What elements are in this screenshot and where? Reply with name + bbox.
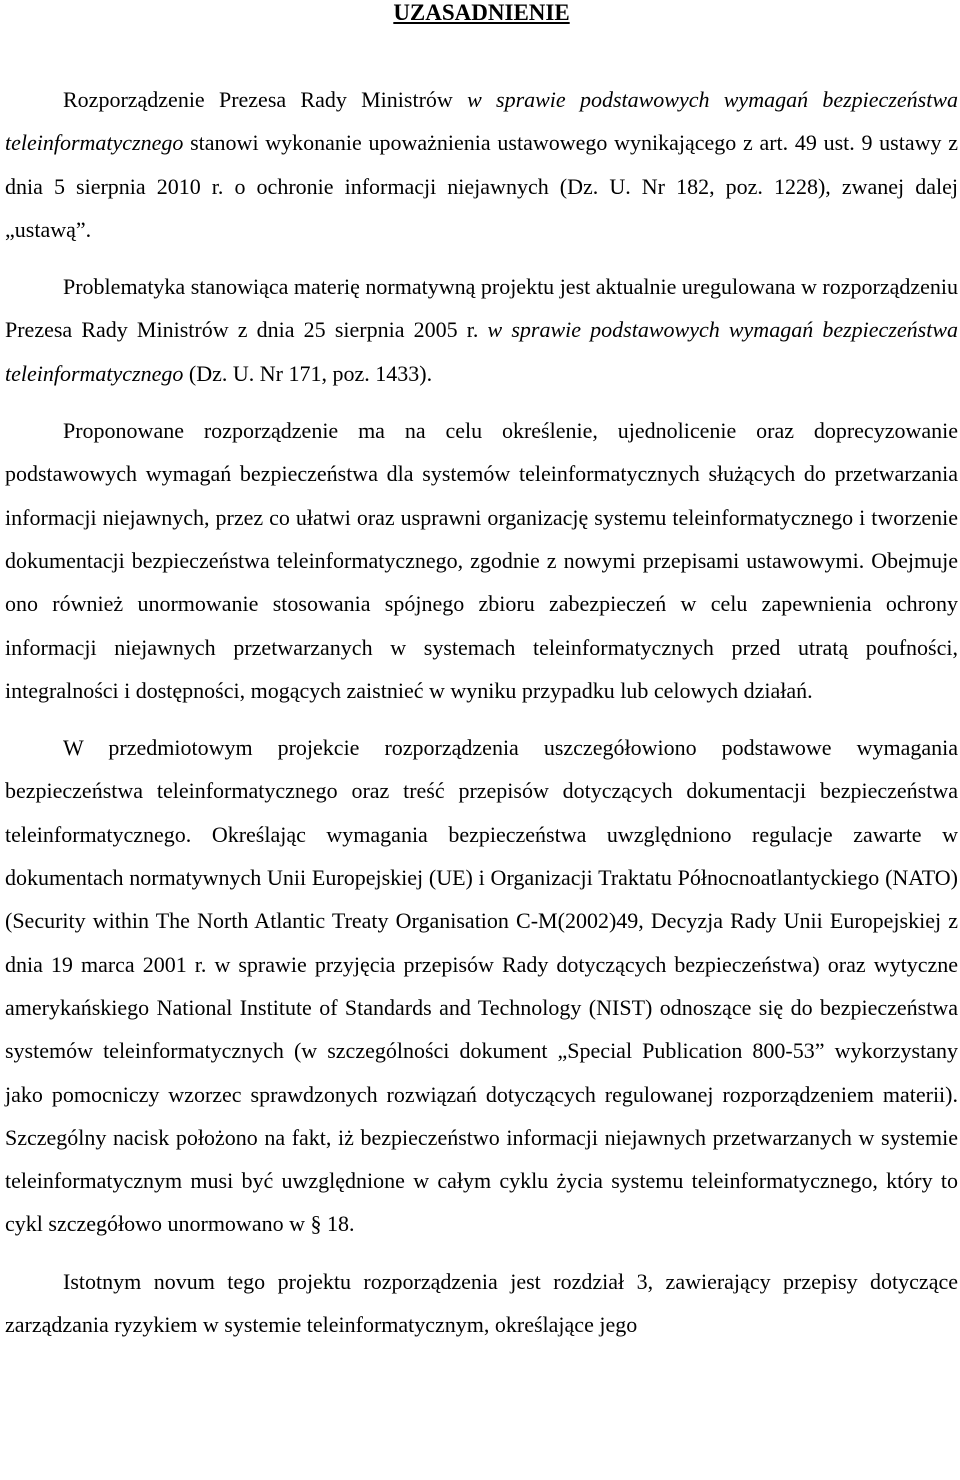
paragraph-current-regulation [5, 265, 958, 395]
paragraph-novum: Istotnym novum tego projektu rozporządzenia jest rozdział 3, zawierający przepisy dotyczące zarządzania ryzykiem w systemie teleinformatycznym, określające jego [5, 1268, 958, 1338]
p1-text-a: Rozporządzenie Prezesa Rady Ministrów [63, 87, 468, 112]
p1-regulation-title: w sprawie podstawowych wymagań bezpieczeństwa teleinformatycznego [5, 87, 958, 156]
p2-text-c: (Dz. U. Nr 171, poz. 1433). [183, 360, 433, 386]
p1-text-c: stanowi wykonanie upoważnienia ustawowego wynikającego z art. 49 ust. 9 ustawy z dnia 5 sierpnia 2010 r. o ochronie informacji niejawnych (Dz. U. Nr 182, poz. 1228), zwanej dalej „ustawą”. [5, 130, 958, 242]
paragraph-legal-basis [5, 78, 958, 251]
p2-regulation-title: w sprawie podstawowych wymagań bezpieczeństwa teleinformatycznego [5, 317, 958, 386]
paragraph-requirements: W przedmiotowym projekcie rozporządzenia uszczegółowiono podstawowe wymagania bezpieczeństwa teleinformatycznego oraz treść przepisów dotyczących dokumentacji bezpieczeństwa teleinformatycznego. Określając wymagania bezpieczeństwa uwzględniono regulacje zawarte w dokumentach normatywnych Unii Europejskiej (UE) i Organizacji Traktatu Północnoatlantyckiego (NATO) (Security within The North Atlantic Treaty Organisation C-M(2002)49, Decyzja Rady Unii Europejskiej z dnia 19 marca 2001 r. w sprawie przyjęcia przepisów Rady dotyczących bezpieczeństwa) oraz wytyczne amerykańskiego National Institute of Standards and Technology (NIST) odnoszące się do bezpieczeństwa systemów teleinformatycznych (w szczególności dokument „Special Publication 800-53” wykorzystany jako pomocniczy wzorzec sprawdzonych rozwiązań dotyczących regulowanej rozporządzeniem materii). Szczególny nacisk położono na fakt, iż bezpieczeństwo informacji niejawnych przetwarzanych w systemie teleinformatycznym musi być uwzględnione w całym cyklu życia systemu teleinformatycznego, który to cykl szczegółowo unormowano w § 18. [5, 735, 958, 1237]
p2-text-a: Problematyka stanowiąca materię normatywną projektu jest aktualnie uregulowana w rozporządzeniu Prezesa Rady Ministrów z dnia 25 sierpnia 2005 r. [5, 274, 958, 343]
paragraph-purpose: Proponowane rozporządzenie ma na celu określenie, ujednolicenie oraz doprecyzowanie podstawowych wymagań bezpieczeństwa dla systemów teleinformatycznych służących do przetwarzania informacji niejawnych, przez co ułatwi oraz usprawni organizację systemu teleinformatycznego i tworzenie dokumentacji bezpieczeństwa teleinformatycznego, zgodnie z nowymi przepisami ustawowymi. Obejmuje ono również unormowanie stosowania spójnego zbioru zabezpieczeń w celu zapewnienia ochrony informacji niejawnych przetwarzanych w systemach teleinformatycznych przed utratą poufności, integralności i dostępności, mogących zaistnieć w wyniku przypadku lub celowych działań. [5, 418, 958, 703]
document-title: UZASADNIENIE [393, 0, 570, 25]
